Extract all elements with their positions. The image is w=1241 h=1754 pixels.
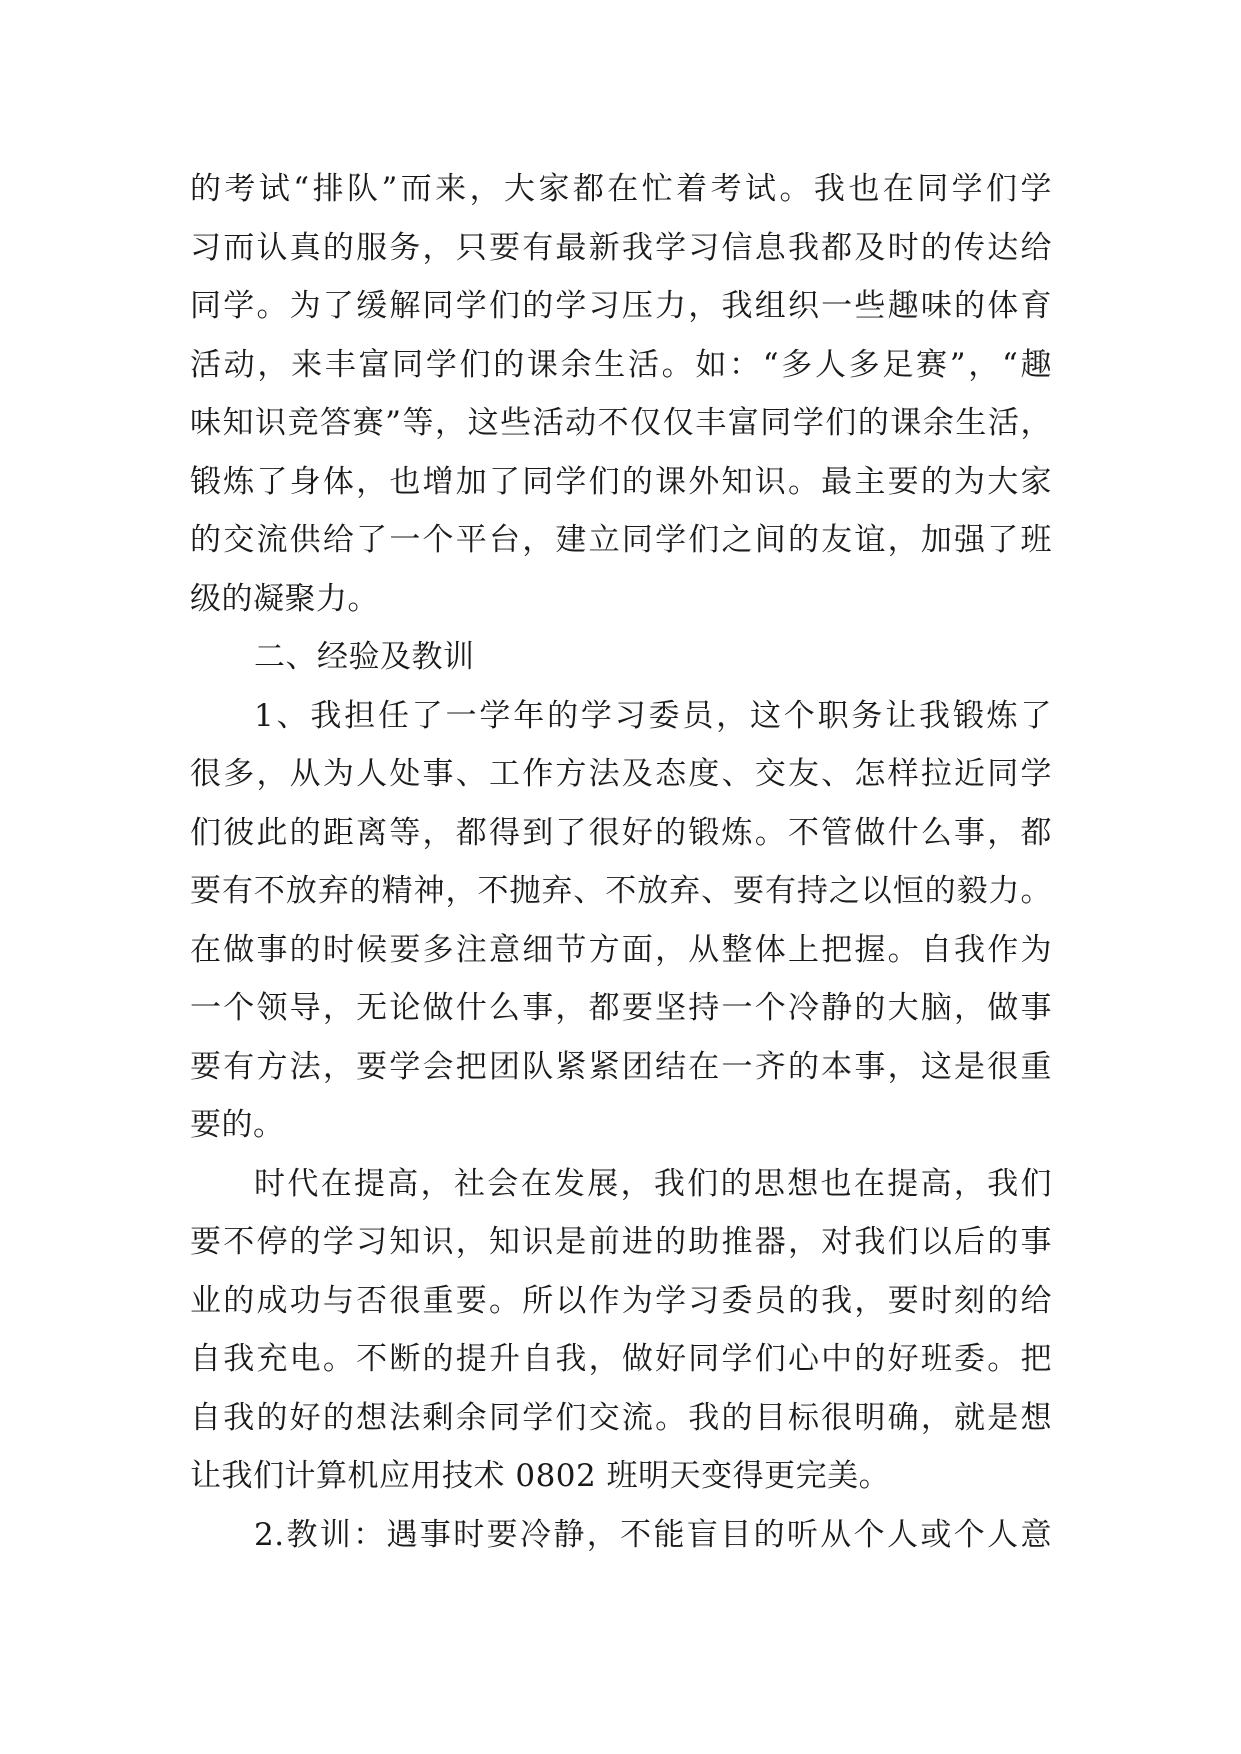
text-line: 锻炼了身体，也增加了同学们的课外知识。最主要的为大家 <box>190 463 1052 500</box>
text-line: 要有不放弃的精神，不抛弃、不放弃、要有持之以恒的毅力。 <box>190 873 1052 909</box>
text-line: 在做事的时候要多注意细节方面，从整体上把握。自我作为 <box>190 931 1052 968</box>
text-line: 很多，从为人处事、工作方法及态度、交友、怎样拉近同学 <box>190 756 1052 792</box>
text-line: 要的。 <box>190 1107 285 1143</box>
text-line: 要有方法，要学会把团队紧紧团结在一齐的本事，这是很重 <box>190 1048 1052 1085</box>
text-line: 们彼此的距离等，都得到了很好的锻炼。不管做什么事，都 <box>190 814 1052 851</box>
text-line: 2.教训：遇事时要冷静，不能盲目的听从个人或个人意 <box>254 1516 1052 1553</box>
text-line: 1、我担任了一学年的学习委员，这个职务让我锻炼了 <box>254 697 1052 734</box>
text-line: 让我们计算机应用技术 0802 班明天变得更完美。 <box>190 1458 891 1494</box>
text-line: 要不停的学习知识，知识是前进的助推器，对我们以后的事 <box>190 1224 1052 1260</box>
section-heading: 二、经验及教训 <box>254 639 475 675</box>
text-line: 级的凝聚力。 <box>190 580 379 617</box>
text-line: 自我的好的想法剩余同学们交流。我的目标很明确，就是想 <box>190 1399 1052 1436</box>
text-line: 的交流供给了一个平台，建立同学们之间的友谊，加强了班 <box>190 522 1052 558</box>
text-line: 自我充电。不断的提升自我，做好同学们心中的好班委。把 <box>190 1341 1052 1377</box>
text-line: 时代在提高，社会在发展，我们的思想也在提高，我们 <box>254 1165 1052 1202</box>
body-text <box>190 160 1052 1564</box>
text-line: 味知识竞答赛”等，这些活动不仅仅丰富同学们的课余生活， <box>190 405 1052 441</box>
text-line: 业的成功与否很重要。所以作为学习委员的我，要时刻的给 <box>190 1282 1052 1319</box>
text-line: 习而认真的服务，只要有最新我学习信息我都及时的传达给 <box>190 229 1052 266</box>
text-line: 一个领导，无论做什么事，都要坚持一个冷静的大脑，做事 <box>190 990 1052 1026</box>
text-line: 活动，来丰富同学们的课余生活。如：“多人多足赛”，“趣 <box>190 346 1052 383</box>
text-line: 的考试“排队”而来，大家都在忙着考试。我也在同学们学 <box>190 171 1052 207</box>
text-line: 同学。为了缓解同学们的学习压力，我组织一些趣味的体育 <box>190 288 1052 324</box>
